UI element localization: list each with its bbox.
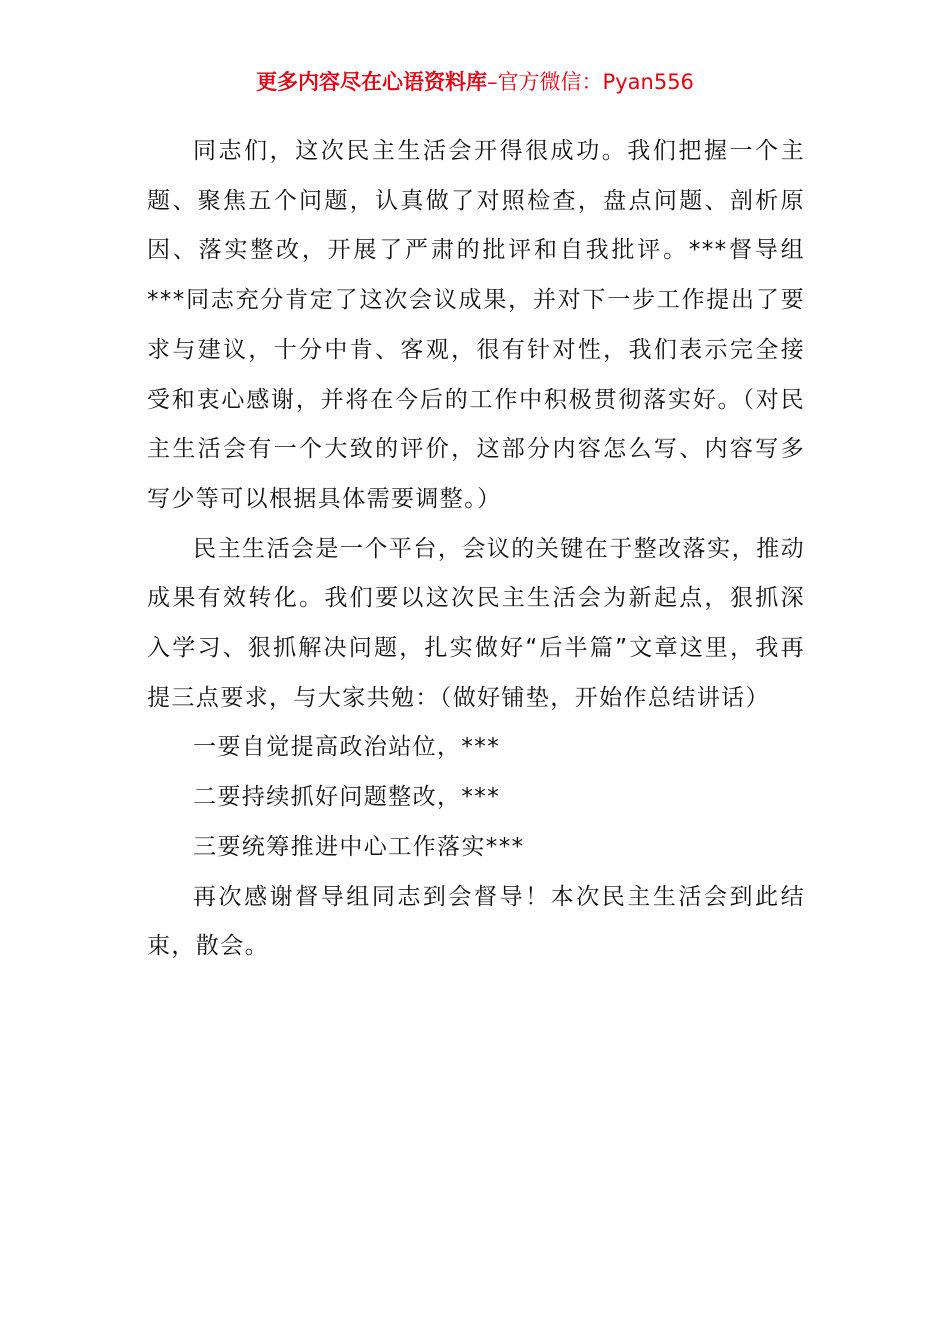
paragraph-requirements-intro: 民主生活会是一个平台，会议的关键在于整改落实，推动成果有效转化。我们要以这次民主生活会为新起点，狠抓深入学习、狠抓解决问题，扎实做好“后半篇”文章这里，我再提三点要求，与大家共勉：（做好铺垫，开始作总结讲话）: [147, 535, 805, 711]
paragraph-summary: 同志们，这次民主生活会开得很成功。我们把握一个主题、聚焦五个问题，认真做了对照检查，盘点问题、剖析原因、落实整改，开展了严肃的批评和自我批评。***督导组***同志充分肯定了这次会议成果，并对下一步工作提出了要求与建议，十分中肯、客观，很有针对性，我们表示完全接受和衷心感谢，并将在今后的工作中积极贯彻落实好。（对民主生活会有一个大致的评价，这部分内容怎么写、内容写多写少等可以根据具体需要调整。）: [147, 138, 805, 512]
paragraph-point-two: 二要持续抓好问题整改，***: [193, 784, 501, 811]
header-banner: [0, 66, 950, 98]
paragraph-point-three: 三要统筹推进中心工作落实***: [193, 833, 525, 860]
paragraph-point-one: 一要自觉提高政治站位，***: [193, 734, 501, 761]
speech-body: [147, 127, 805, 972]
promo-text: 更多内容尽在心语资料库: [256, 69, 488, 94]
contact-text: –官方微信：Pyan556: [487, 70, 694, 94]
paragraph-closing: 再次感谢督导组同志到会督导！本次民主生活会到此结束，散会。: [147, 883, 805, 960]
